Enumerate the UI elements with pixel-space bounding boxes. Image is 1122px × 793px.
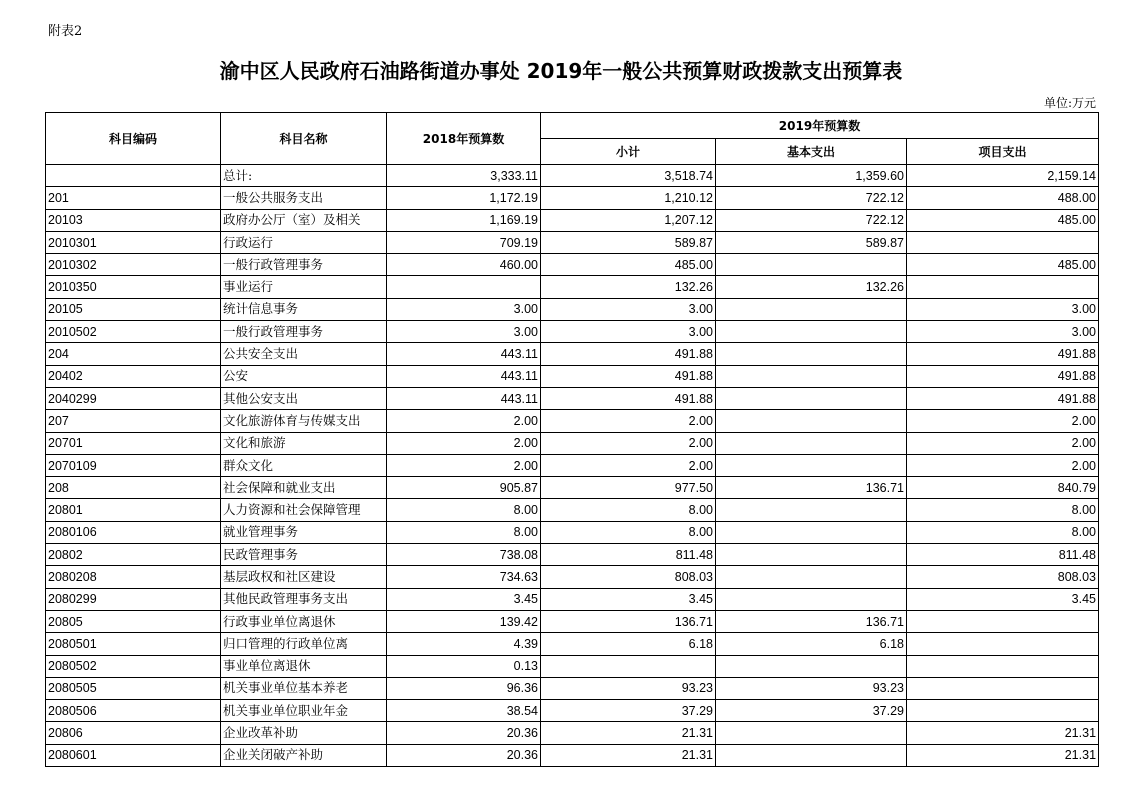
budget-table [45,112,1099,767]
row-code: 208 [46,477,221,499]
row-project: 808.03 [907,566,1099,588]
table-row [46,276,1099,298]
row-name: 一般行政管理事务 [221,254,387,276]
row-code: 20105 [46,298,221,320]
row-budget-2018: 738.08 [387,544,541,566]
row-basic: 722.12 [716,209,907,231]
row-project: 2.00 [907,410,1099,432]
row-basic: 37.29 [716,700,907,722]
row-name: 文化旅游体育与传媒支出 [221,410,387,432]
row-basic: 93.23 [716,677,907,699]
row-name: 政府办公厅（室）及相关 [221,209,387,231]
row-budget-2018: 4.39 [387,633,541,655]
row-project: 3.45 [907,588,1099,610]
table-row [46,343,1099,365]
row-name: 一般行政管理事务 [221,321,387,343]
row-subtotal: 1,207.12 [541,209,716,231]
row-name: 统计信息事务 [221,298,387,320]
row-project: 21.31 [907,722,1099,744]
row-budget-2018: 2.00 [387,454,541,476]
row-basic: 132.26 [716,276,907,298]
row-budget-2018: 709.19 [387,231,541,253]
table-row [46,298,1099,320]
row-code: 2010350 [46,276,221,298]
row-subtotal: 93.23 [541,677,716,699]
row-basic [716,343,907,365]
table-row [46,387,1099,409]
row-code: 20805 [46,610,221,632]
row-subtotal: 491.88 [541,387,716,409]
row-budget-2018: 0.13 [387,655,541,677]
row-basic [716,499,907,521]
row-budget-2018 [387,276,541,298]
row-subtotal: 3.45 [541,588,716,610]
row-project: 2.00 [907,432,1099,454]
row-project [907,700,1099,722]
row-project [907,231,1099,253]
row-code: 20802 [46,544,221,566]
row-budget-2018: 443.11 [387,365,541,387]
row-budget-2018: 2.00 [387,410,541,432]
table-row [46,544,1099,566]
row-name: 行政事业单位离退休 [221,610,387,632]
table-row [46,231,1099,253]
header-code: 科目编码 [46,113,221,165]
table-body [46,165,1099,767]
header-name: 科目名称 [221,113,387,165]
table-row [46,499,1099,521]
row-project: 485.00 [907,254,1099,276]
row-basic [716,588,907,610]
row-subtotal: 2.00 [541,454,716,476]
unit-label: 单位:万元 [1043,96,1096,110]
row-project [907,610,1099,632]
row-budget-2018: 8.00 [387,499,541,521]
row-basic [716,387,907,409]
table-row [46,521,1099,543]
row-subtotal: 2.00 [541,432,716,454]
row-budget-2018: 20.36 [387,744,541,766]
table-row [46,365,1099,387]
row-budget-2018: 2.00 [387,432,541,454]
row-basic [716,298,907,320]
row-basic: 589.87 [716,231,907,253]
row-budget-2018: 1,172.19 [387,187,541,209]
row-code [46,165,221,187]
row-basic: 1,359.60 [716,165,907,187]
row-project: 21.31 [907,744,1099,766]
row-project: 8.00 [907,499,1099,521]
row-subtotal: 37.29 [541,700,716,722]
row-subtotal: 485.00 [541,254,716,276]
row-code: 2010301 [46,231,221,253]
row-name: 其他公安支出 [221,387,387,409]
row-budget-2018: 96.36 [387,677,541,699]
row-basic [716,365,907,387]
row-basic: 6.18 [716,633,907,655]
row-budget-2018: 3.00 [387,321,541,343]
row-name: 一般公共服务支出 [221,187,387,209]
row-name: 人力资源和社会保障管理 [221,499,387,521]
row-basic: 722.12 [716,187,907,209]
row-subtotal: 977.50 [541,477,716,499]
row-budget-2018: 20.36 [387,722,541,744]
table-row [46,432,1099,454]
row-code: 204 [46,343,221,365]
row-budget-2018: 905.87 [387,477,541,499]
row-project: 8.00 [907,521,1099,543]
row-subtotal: 136.71 [541,610,716,632]
row-subtotal: 808.03 [541,566,716,588]
row-name: 公共安全支出 [221,343,387,365]
row-name: 其他民政管理事务支出 [221,588,387,610]
row-basic [716,521,907,543]
attachment-label: 附表2 [48,24,83,39]
row-name: 公安 [221,365,387,387]
row-subtotal: 8.00 [541,521,716,543]
row-project: 488.00 [907,187,1099,209]
row-subtotal: 6.18 [541,633,716,655]
row-subtotal: 589.87 [541,231,716,253]
row-project: 491.88 [907,365,1099,387]
row-project: 2.00 [907,454,1099,476]
row-name: 归口管理的行政单位离 [221,633,387,655]
row-subtotal: 491.88 [541,343,716,365]
row-basic [716,722,907,744]
header-project: 项目支出 [907,139,1099,165]
table-row [46,722,1099,744]
row-code: 2080505 [46,677,221,699]
table-row [46,633,1099,655]
page-title: 渝中区人民政府石油路街道办事处 2019年一般公共预算财政拨款支出预算表 [219,59,903,83]
row-subtotal: 3.00 [541,298,716,320]
row-budget-2018: 8.00 [387,521,541,543]
row-project [907,633,1099,655]
row-name: 行政运行 [221,231,387,253]
header-basic: 基本支出 [716,139,907,165]
row-project: 2,159.14 [907,165,1099,187]
row-code: 20103 [46,209,221,231]
row-subtotal: 1,210.12 [541,187,716,209]
row-budget-2018: 3,333.11 [387,165,541,187]
row-project: 3.00 [907,298,1099,320]
row-name: 事业单位离退休 [221,655,387,677]
row-code: 20806 [46,722,221,744]
row-subtotal: 2.00 [541,410,716,432]
row-code: 2070109 [46,454,221,476]
row-name: 机关事业单位职业年金 [221,700,387,722]
row-basic [716,432,907,454]
row-name: 民政管理事务 [221,544,387,566]
row-name: 群众文化 [221,454,387,476]
table-row [46,410,1099,432]
row-subtotal: 3.00 [541,321,716,343]
table-row [46,744,1099,766]
row-budget-2018: 734.63 [387,566,541,588]
row-subtotal: 3,518.74 [541,165,716,187]
table-row [46,477,1099,499]
row-code: 2080601 [46,744,221,766]
row-project: 811.48 [907,544,1099,566]
row-budget-2018: 3.00 [387,298,541,320]
row-code: 2080208 [46,566,221,588]
table-row [46,655,1099,677]
row-code: 201 [46,187,221,209]
row-basic: 136.71 [716,610,907,632]
row-code: 207 [46,410,221,432]
table-row [46,165,1099,187]
row-project: 3.00 [907,321,1099,343]
header-subtotal: 小计 [541,139,716,165]
row-name: 基层政权和社区建设 [221,566,387,588]
row-project: 840.79 [907,477,1099,499]
header-budget-2019: 2019年预算数 [541,113,1099,139]
table-row [46,677,1099,699]
row-subtotal: 21.31 [541,744,716,766]
table-row [46,254,1099,276]
row-code: 2080299 [46,588,221,610]
table-row [46,454,1099,476]
row-name: 社会保障和就业支出 [221,477,387,499]
table-row [46,566,1099,588]
row-project [907,677,1099,699]
row-code: 2080106 [46,521,221,543]
row-name: 文化和旅游 [221,432,387,454]
table-row [46,700,1099,722]
row-basic [716,744,907,766]
row-subtotal: 811.48 [541,544,716,566]
row-basic [716,544,907,566]
row-project: 491.88 [907,387,1099,409]
row-code: 2080506 [46,700,221,722]
row-code: 2080501 [46,633,221,655]
row-name: 总计: [221,165,387,187]
row-subtotal: 132.26 [541,276,716,298]
table-row [46,610,1099,632]
row-basic [716,321,907,343]
row-budget-2018: 139.42 [387,610,541,632]
row-name: 机关事业单位基本养老 [221,677,387,699]
row-subtotal [541,655,716,677]
header-budget-2018: 2018年预算数 [387,113,541,165]
row-code: 20402 [46,365,221,387]
row-basic [716,454,907,476]
row-basic: 136.71 [716,477,907,499]
row-budget-2018: 3.45 [387,588,541,610]
row-subtotal: 21.31 [541,722,716,744]
row-code: 2010502 [46,321,221,343]
row-budget-2018: 443.11 [387,343,541,365]
row-code: 20701 [46,432,221,454]
row-budget-2018: 1,169.19 [387,209,541,231]
row-budget-2018: 460.00 [387,254,541,276]
row-name: 企业改革补助 [221,722,387,744]
table-row [46,321,1099,343]
row-basic [716,566,907,588]
row-budget-2018: 443.11 [387,387,541,409]
row-project [907,276,1099,298]
row-project: 485.00 [907,209,1099,231]
table-row [46,209,1099,231]
row-subtotal: 8.00 [541,499,716,521]
row-name: 就业管理事务 [221,521,387,543]
row-code: 20801 [46,499,221,521]
row-basic [716,410,907,432]
row-name: 事业运行 [221,276,387,298]
table-row [46,187,1099,209]
row-budget-2018: 38.54 [387,700,541,722]
row-project [907,655,1099,677]
row-code: 2040299 [46,387,221,409]
row-basic [716,254,907,276]
row-code: 2010302 [46,254,221,276]
row-subtotal: 491.88 [541,365,716,387]
row-basic [716,655,907,677]
row-code: 2080502 [46,655,221,677]
row-name: 企业关闭破产补助 [221,744,387,766]
table-row [46,588,1099,610]
row-project: 491.88 [907,343,1099,365]
